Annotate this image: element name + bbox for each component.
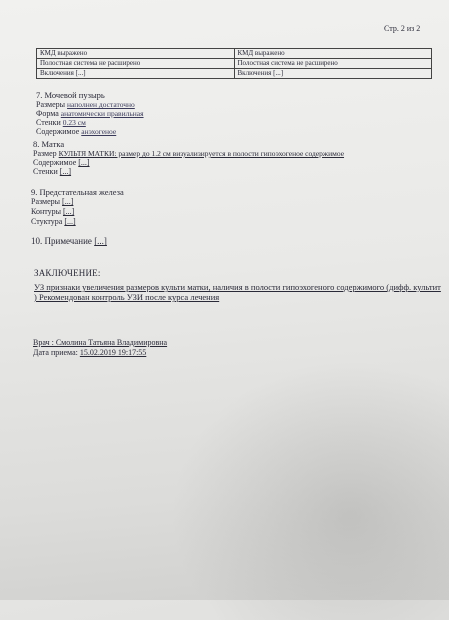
field-label: Стенки — [36, 118, 61, 127]
table-cell: КМД выражено — [37, 49, 235, 59]
section-title: 7. Мочевой пузырь — [36, 90, 105, 100]
uterus-section — [33, 140, 344, 176]
field-row — [33, 167, 344, 176]
table-cell: Полостная система не расширено — [234, 59, 432, 69]
field-value: [...] — [64, 217, 76, 226]
doctor-block — [33, 338, 167, 357]
section-title: 8. Матка — [33, 139, 65, 149]
bladder-section — [36, 91, 144, 136]
field-row — [36, 118, 144, 127]
table-cell: Включения [...] — [234, 69, 432, 79]
date-row — [33, 348, 167, 358]
field-value: [...] — [78, 158, 90, 167]
date-label: Дата приема: — [33, 347, 78, 357]
field-value: анэхогеное — [81, 127, 117, 136]
section-title: 9. Предстательная железа — [31, 187, 124, 197]
date-value: 15.02.2019 19:17:55 — [79, 347, 147, 357]
field-value: [...] — [94, 236, 107, 246]
field-label: Размеры — [31, 197, 61, 206]
page-number: Стр. 2 из 2 — [384, 24, 421, 33]
table-row — [37, 69, 432, 79]
table-row — [37, 49, 432, 59]
field-row — [31, 197, 124, 207]
field-label: Размер — [33, 149, 57, 158]
field-label: 10. Примечание — [31, 236, 92, 246]
field-row — [33, 149, 344, 158]
field-value: КУЛЬТЯ МАТКИ: размер до 1.2 см визуализируется в полости гипоэхогеное содержимое — [58, 149, 345, 158]
field-label: Размеры — [36, 100, 66, 109]
kidney-table — [36, 48, 432, 79]
field-row — [36, 127, 144, 136]
field-row — [36, 109, 144, 118]
field-value: 0.23 см — [62, 118, 86, 127]
shadow — [170, 360, 449, 620]
field-value: [...] — [62, 197, 74, 206]
field-label: Содержимое — [36, 127, 80, 136]
table-cell: КМД выражено — [234, 49, 432, 59]
field-label: Содержимое — [33, 158, 77, 167]
field-label: Стенки — [33, 167, 58, 176]
conclusion-title: ЗАКЛЮЧЕНИЕ: — [34, 268, 101, 278]
table-cell: Полостная система не расширено — [37, 59, 235, 69]
field-value: [...] — [59, 167, 72, 176]
field-value: анатомически правильная — [60, 109, 144, 118]
field-row — [33, 158, 344, 167]
field-value: наполнен достаточно — [67, 100, 135, 109]
table-row — [37, 59, 432, 69]
field-row — [36, 100, 144, 109]
field-label: Контуры — [31, 207, 61, 216]
prostate-section — [31, 187, 124, 227]
conclusion-text: УЗ признаки увеличения размеров культи матки, наличия в полости гипоэхогеного содержимого (дифф. культит ) Рекомендован контроль УЗИ после курса лечения — [34, 282, 441, 302]
field-value: [...] — [62, 207, 75, 216]
field-label: Форма — [36, 109, 59, 118]
field-row — [31, 217, 124, 227]
field-row — [31, 207, 124, 217]
field-label: Стуктура — [31, 217, 63, 226]
note-section — [31, 237, 107, 246]
table-cell: Включения [...] — [37, 69, 235, 79]
doctor-name: Врач : Смолина Татьяна Владимировна — [33, 338, 168, 347]
